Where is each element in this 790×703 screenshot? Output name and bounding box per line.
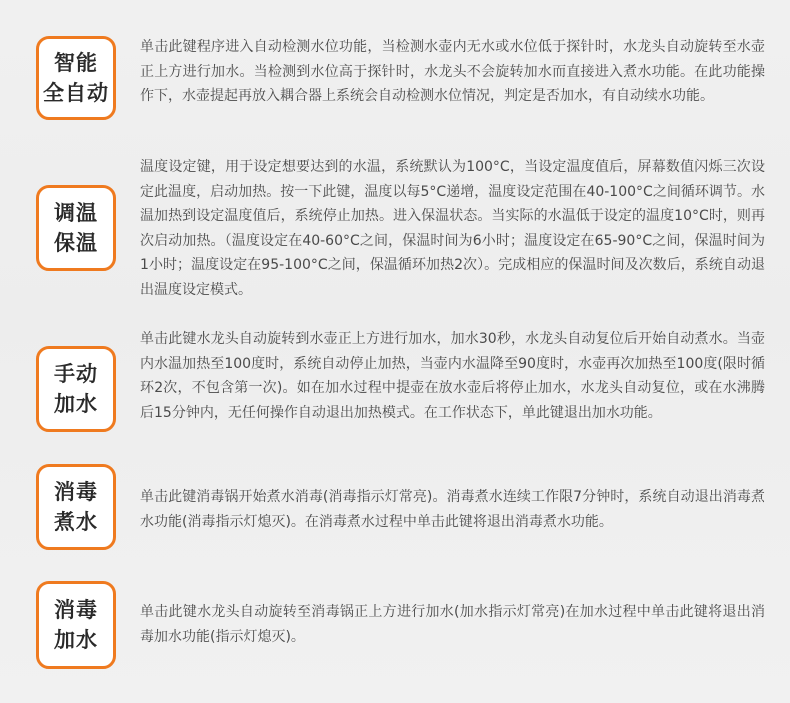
badge-label-line2: 加水 (54, 628, 98, 652)
feature-description: 单击此键程序进入自动检测水位功能，当检测水壶内无水或水位低于探针时，水龙头自动旋转至水壶正上方进行加水。当检测到水位高于探针时，水龙头不会旋转加水而直接进入煮水功能。在此功能操作下，水壶提起再放入耦合器上系统会自动检测水位情况，判定是否加水，有自动续水功能。 (140, 39, 765, 104)
badge-label-line1: 消毒 (54, 480, 98, 504)
badge-sterilize-boil (36, 464, 116, 550)
badge-label-line1: 智能 (54, 51, 98, 75)
feature-description: 单击此键消毒锅开始煮水消毒(消毒指示灯常亮)。消毒煮水连续工作限7分钟时，系统自动退出消毒煮水功能(消毒指示灯熄灭)。在消毒煮水过程中单击此键将退出消毒煮水功能。 (140, 489, 765, 530)
badge-manual-fill (36, 346, 116, 432)
badge-temperature-keep-warm (36, 185, 116, 271)
feature-description: 单击此键水龙头自动旋转到水壶正上方进行加水，加水30秒，水龙头自动复位后开始自动煮水。当壶内水温加热至100度时，系统自动停止加热，当壶内水温降至90度时，水壶再次加热至100度(限时循环2次，不包含第一次)。如在加水过程中提壶在放水壶后将停止加水，水龙头自动复位，或在水沸腾后15分钟内，无任何操作自动退出加热模式。在工作状态下，单此键退出加水功能。 (140, 331, 765, 421)
feature-description: 温度设定键，用于设定想要达到的水温，系统默认为100°C，当设定温度值后，屏幕数值闪烁三次设定此温度，启动加热。按一下此键，温度以每5°C递增，温度设定范围在40-100°C之间循环调节。水温加热到设定温度值后，系统停止加热。进入保温状态。当实际的水温低于设定的温度10°C时，则再次启动加热。（温度设定在40-60°C之间，保温时间为6小时；温度设定在65-90°C之间，保温时间为1小时；温度设定在95-100°C之间，保温循环加热2次）。完成相应的保温时间及次数后，系统自动退出温度设定模式。 (140, 159, 765, 298)
badge-label-line1: 调温 (54, 201, 98, 225)
badge-sterilize-fill (36, 581, 116, 669)
badge-label-line2: 全自动 (43, 81, 109, 105)
feature-description: 单击此键水龙头自动旋转至消毒锅正上方进行加水(加水指示灯常亮)在加水过程中单击此键将退出消毒加水功能(指示灯熄灭)。 (140, 604, 765, 645)
badge-label-line1: 手动 (54, 362, 98, 386)
badge-smart-auto (36, 36, 116, 120)
badge-label-line1: 消毒 (54, 598, 98, 622)
badge-label-line2: 煮水 (54, 510, 98, 534)
badge-label-line2: 保温 (54, 231, 98, 255)
badge-label-line2: 加水 (54, 392, 98, 416)
